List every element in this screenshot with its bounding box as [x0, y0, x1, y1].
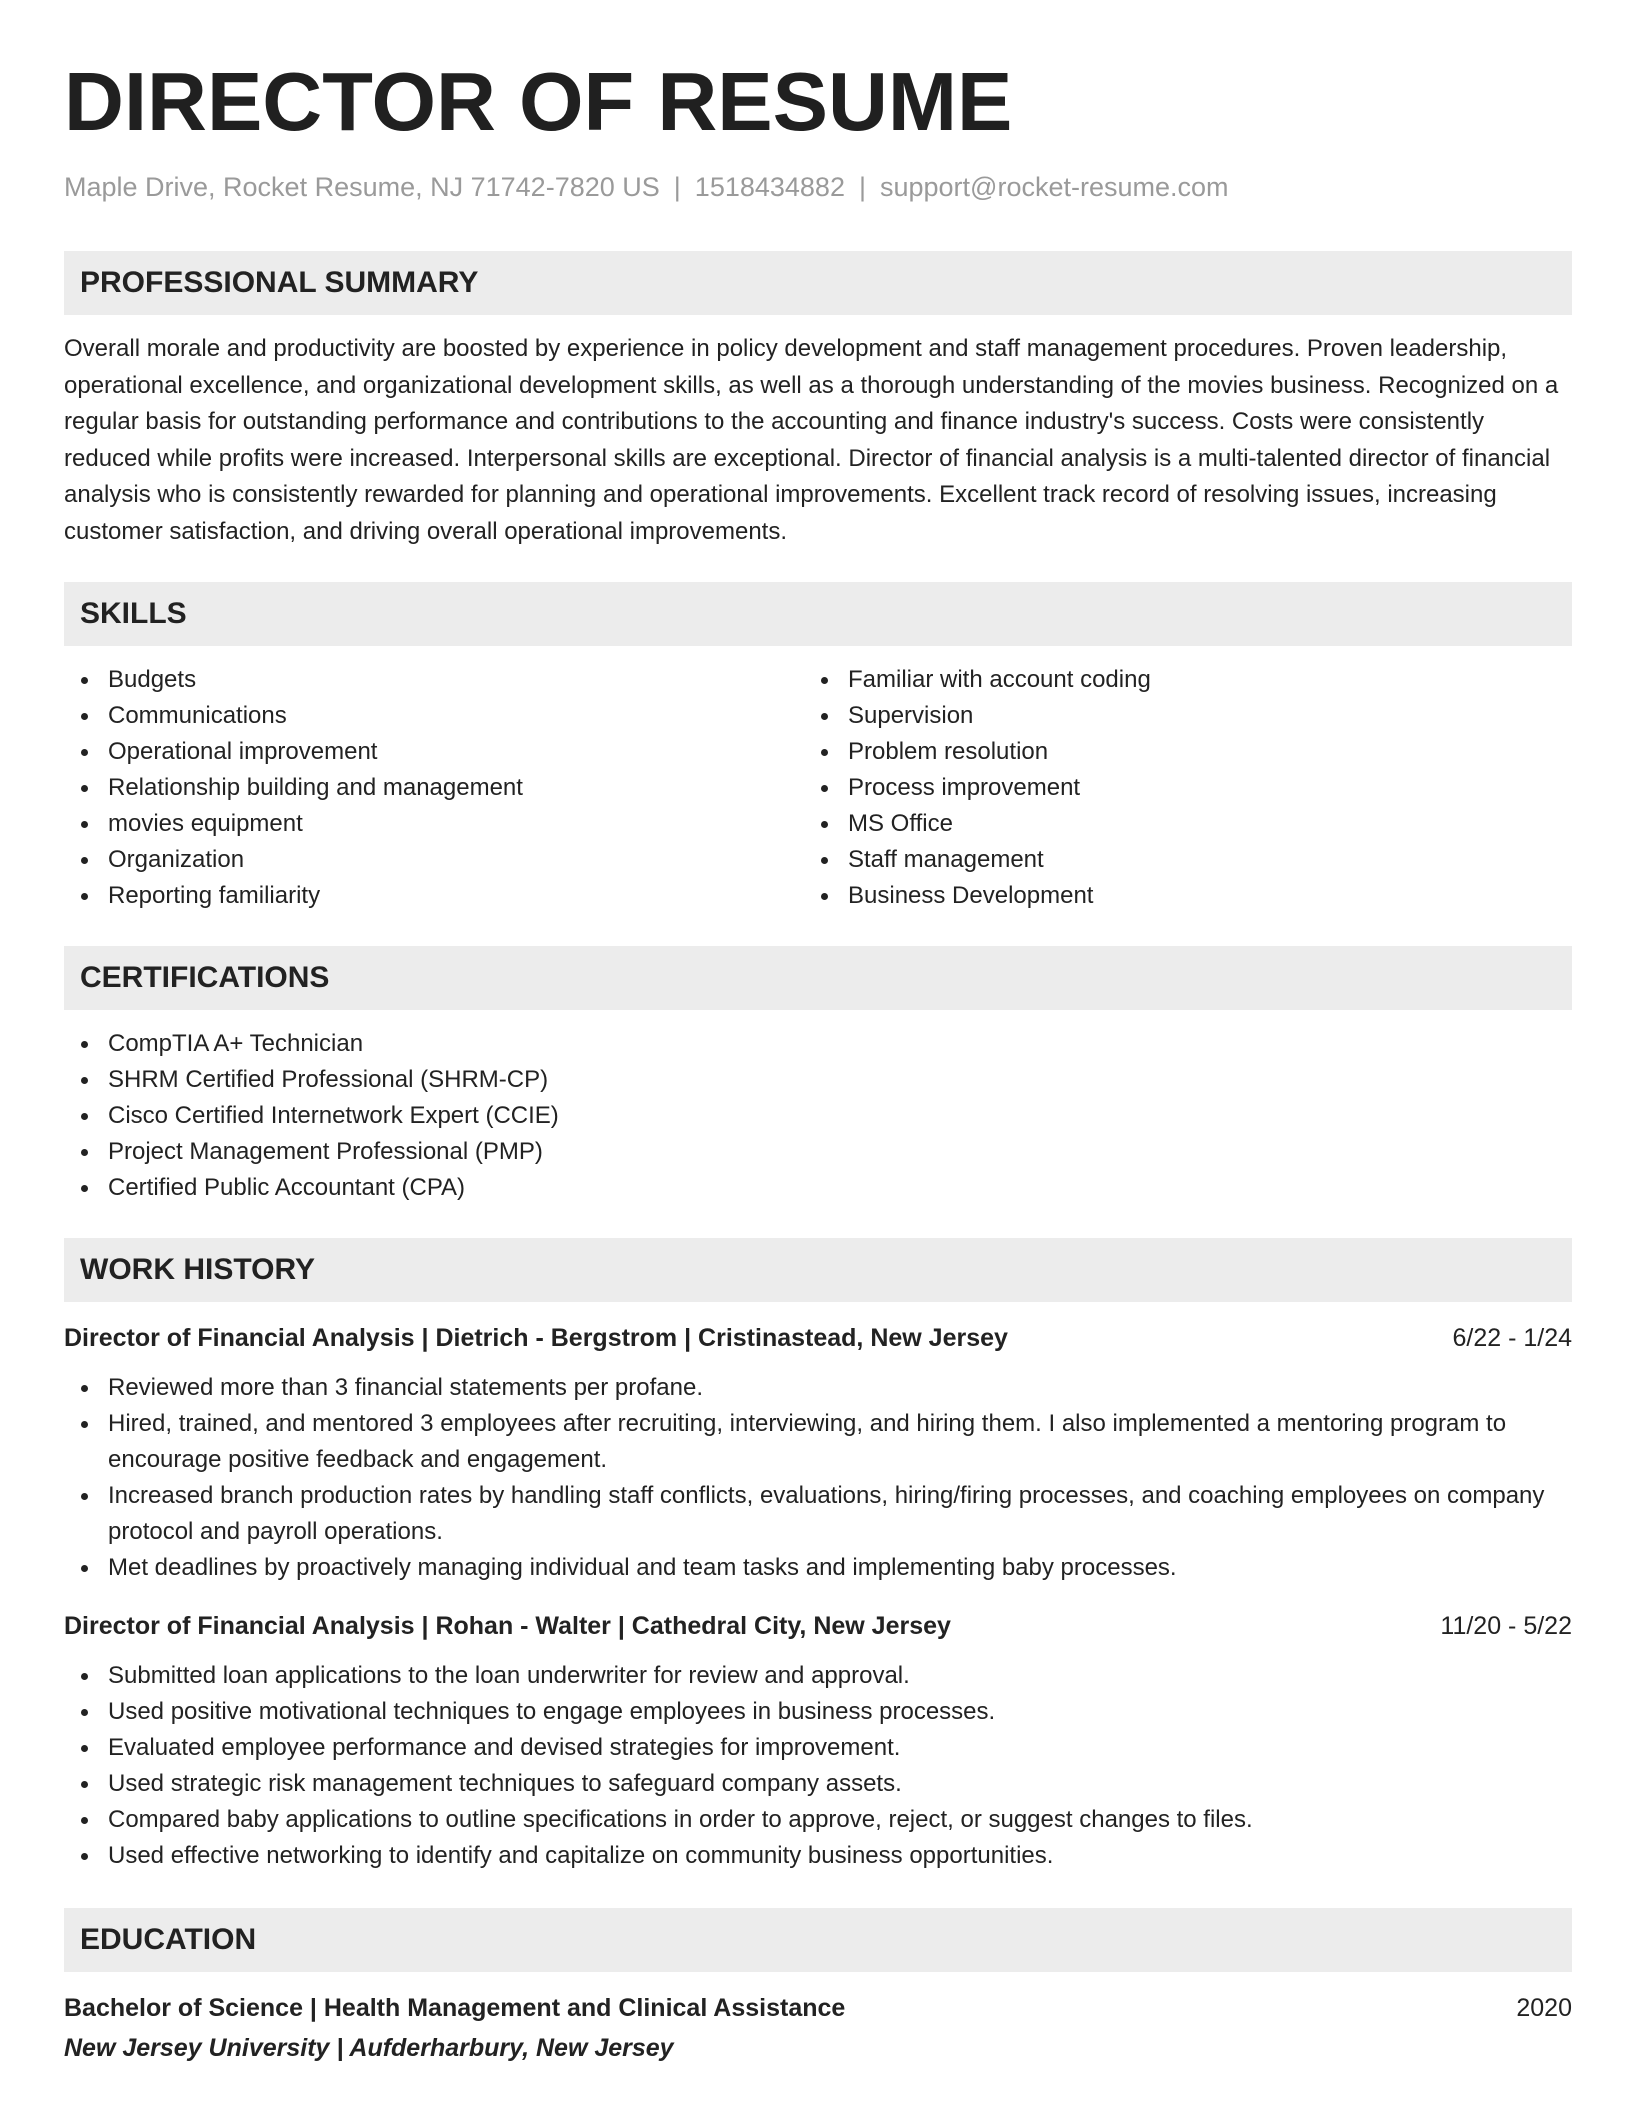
job-header — [64, 1608, 1572, 1644]
skill-item: Familiar with account coding — [804, 662, 1544, 698]
education-degree: Bachelor of Science | Health Management and Clinical Assistance — [64, 1994, 846, 2022]
skills-grid — [64, 662, 1572, 914]
certification-item: SHRM Certified Professional (SHRM-CP) — [64, 1062, 1572, 1098]
work-history-heading: WORK HISTORY — [64, 1238, 1572, 1302]
certification-item: Cisco Certified Internetwork Expert (CCIE) — [64, 1098, 1572, 1134]
contact-address: Maple Drive, Rocket Resume, NJ 71742-7820 US — [64, 172, 660, 202]
job-bullet: Met deadlines by proactively managing individual and team tasks and implementing baby processes. — [64, 1550, 1572, 1586]
job-dates: 11/20 - 5/22 — [1440, 1612, 1572, 1640]
skill-item: Reporting familiarity — [64, 878, 804, 914]
contact-separator: | — [858, 172, 866, 202]
job-entry — [64, 1320, 1572, 1586]
skill-item: Communications — [64, 698, 804, 734]
job-bullet: Reviewed more than 3 financial statements per profane. — [64, 1370, 1572, 1406]
contact-email: support@rocket-resume.com — [879, 172, 1229, 202]
certifications-list — [64, 1026, 1572, 1206]
certification-item: CompTIA A+ Technician — [64, 1026, 1572, 1062]
job-bullets — [64, 1658, 1572, 1874]
job-bullet: Used strategic risk management techniques to safeguard company assets. — [64, 1766, 1572, 1802]
education-year: 2020 — [1516, 1994, 1572, 2022]
job-bullet: Increased branch production rates by handling staff conflicts, evaluations, hiring/firing processes, and coaching employees on company protocol and payroll operations. — [64, 1478, 1572, 1550]
job-title: Director of Financial Analysis | Dietrich - Bergstrom | Cristinastead, New Jersey — [64, 1324, 1008, 1352]
job-bullet: Used positive motivational techniques to engage employees in business processes. — [64, 1694, 1572, 1730]
certification-item: Certified Public Accountant (CPA) — [64, 1170, 1572, 1206]
skill-item: Business Development — [804, 878, 1544, 914]
job-bullet: Submitted loan applications to the loan underwriter for review and approval. — [64, 1658, 1572, 1694]
certification-item: Project Management Professional (PMP) — [64, 1134, 1572, 1170]
education-school: New Jersey University | Aufderharbury, New Jersey — [64, 2034, 674, 2062]
skill-item: Problem resolution — [804, 734, 1544, 770]
job-bullet: Compared baby applications to outline specifications in order to approve, reject, or suggest changes to files. — [64, 1802, 1572, 1838]
skill-item: Operational improvement — [64, 734, 804, 770]
certifications-heading: CERTIFICATIONS — [64, 946, 1572, 1010]
skill-item: Budgets — [64, 662, 804, 698]
job-bullet: Hired, trained, and mentored 3 employees after recruiting, interviewing, and hiring them. I also implemented a mentoring program to encourage positive feedback and engagement. — [64, 1406, 1572, 1478]
resume-name: DIRECTOR OF RESUME — [64, 55, 1013, 148]
job-bullets — [64, 1370, 1572, 1586]
skill-item: Process improvement — [804, 770, 1544, 806]
job-bullet: Used effective networking to identify and capitalize on community business opportunities. — [64, 1838, 1572, 1874]
summary-text: Overall morale and productivity are boosted by experience in policy development and staff management procedures. Proven leadership, operational excellence, and organizational development skills, as well as a thorough understanding of the movies business. Recognized on a regular basis for outstanding performance and contributions to the accounting and finance industry's success. Costs were consistently reduced while profits were increased. Interpersonal skills are exceptional. Director of financial analysis is a multi-talented director of financial analysis who is consistently rewarded for planning and operational improvements. Excellent track record of resolving issues, increasing customer satisfaction, and driving overall operational improvements. — [64, 335, 1559, 545]
contact-separator: | — [673, 172, 681, 202]
skill-item: MS Office — [804, 806, 1544, 842]
skill-item: Staff management — [804, 842, 1544, 878]
skills-heading: SKILLS — [64, 582, 1572, 646]
job-bullet: Evaluated employee performance and devised strategies for improvement. — [64, 1730, 1572, 1766]
summary-heading: PROFESSIONAL SUMMARY — [64, 251, 1572, 315]
skill-item: movies equipment — [64, 806, 804, 842]
skills-right-column — [804, 662, 1544, 914]
skills-left-column — [64, 662, 804, 914]
job-title: Director of Financial Analysis | Rohan - Walter | Cathedral City, New Jersey — [64, 1612, 951, 1640]
education-header — [64, 1990, 1572, 2026]
job-entry — [64, 1608, 1572, 1874]
contact-line — [64, 169, 1572, 205]
skill-item: Organization — [64, 842, 804, 878]
skill-item: Supervision — [804, 698, 1544, 734]
job-header — [64, 1320, 1572, 1356]
skill-item: Relationship building and management — [64, 770, 804, 806]
job-dates: 6/22 - 1/24 — [1452, 1324, 1572, 1352]
education-heading: EDUCATION — [64, 1908, 1572, 1972]
contact-phone: 1518434882 — [694, 172, 845, 202]
